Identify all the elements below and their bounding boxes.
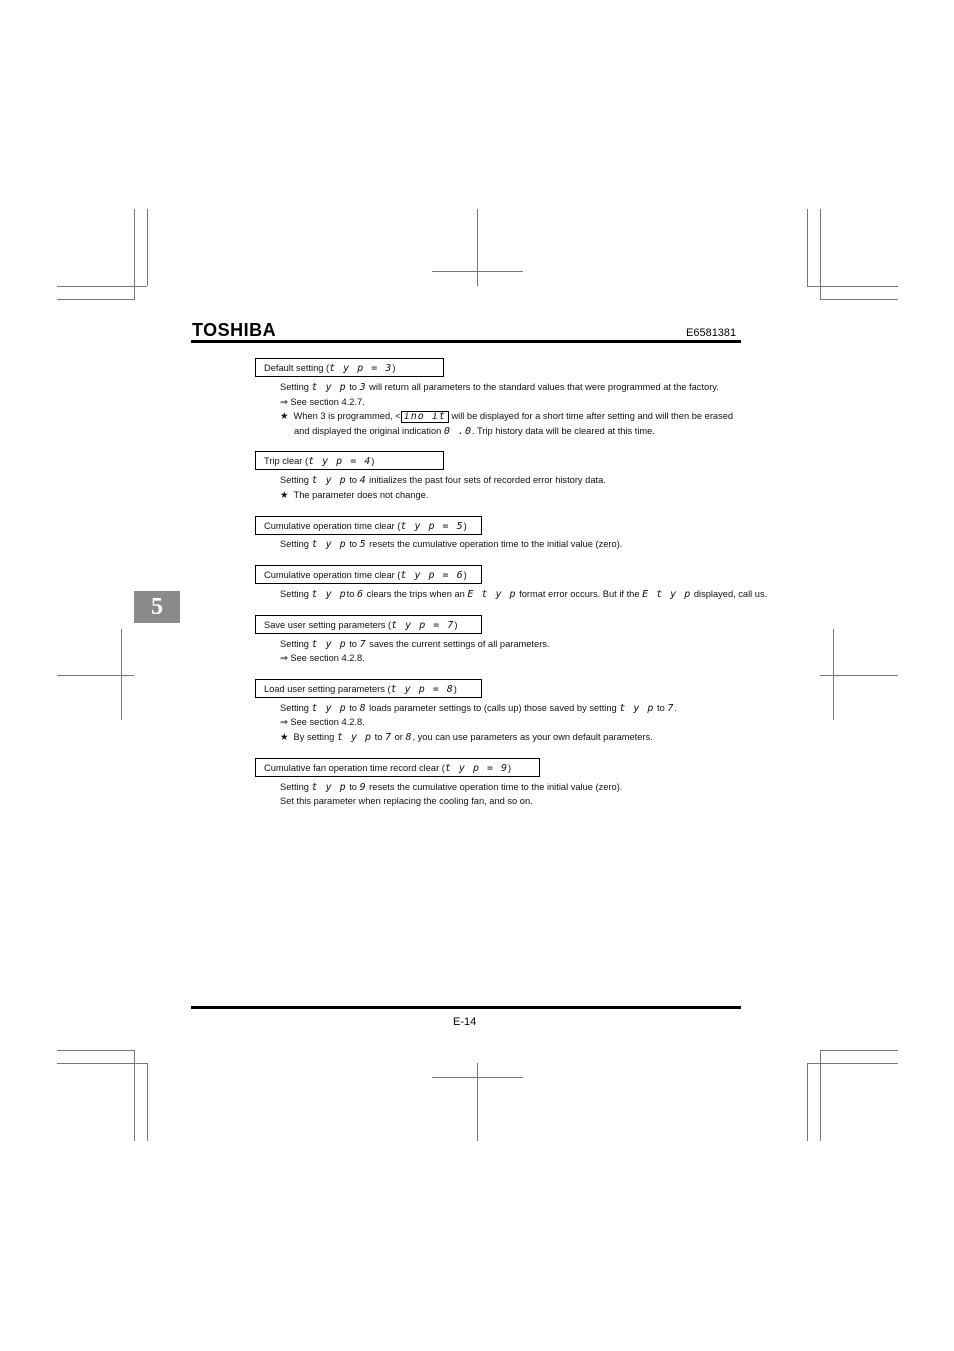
see-section-reference: ⇒ See section 4.2.8. (280, 653, 365, 663)
body-line: Setting t y p to 9 resets the cumulative operation time to the initial value (zero). (280, 782, 623, 793)
header-rule (191, 340, 741, 343)
section-title-cumulative-clear-6: Cumulative operation time clear (t y p = 6) (255, 565, 482, 584)
document-number: E6581381 (686, 327, 737, 339)
body-line: Setting t y p to 7 saves the current settings of all parameters. (280, 639, 550, 650)
body-line: Set this parameter when replacing the cooling fan, and so on. (280, 796, 533, 806)
note-line: ★ The parameter does not change. (280, 490, 429, 500)
chapter-tab: 5 (134, 591, 180, 623)
note-line: ★ By setting t y p to 7 or 8, you can use parameters as your own default parameters. (280, 732, 653, 743)
section-title-load-user-setting: Load user setting parameters (t y p = 8) (255, 679, 482, 698)
note-line-continued: and displayed the original indication 0 .0. Trip history data will be cleared at this time. (294, 426, 655, 437)
body-line: Setting t y p to 3 will return all parameters to the standard values that were programmed at the factory. (280, 382, 719, 393)
section-title-default-setting: Default setting (t y p = 3) (255, 358, 444, 377)
body-line: Setting t y pto 6 clears the trips when an E t y p format error occurs. But if the E t y p displayed, call us. (280, 589, 768, 600)
footer-rule (191, 1006, 741, 1009)
see-section-reference: ⇒ See section 4.2.7. (280, 397, 365, 407)
section-title-cumulative-clear-5: Cumulative operation time clear (t y p = 5) (255, 516, 482, 535)
init-display-box: ino it (401, 411, 449, 423)
star-icon: ★ (280, 732, 289, 742)
body-line: Setting t y p to 5 resets the cumulative operation time to the initial value (zero). (280, 539, 623, 550)
note-line: ★ When 3 is programmed, < ino it will be displayed for a short time after setting and will then be erased (280, 411, 734, 422)
section-title-save-user-setting: Save user setting parameters (t y p = 7) (255, 615, 482, 634)
page-number: E-14 (453, 1016, 477, 1028)
body-line: Setting t y p to 8 loads parameter settings to (calls up) those saved by setting t y p to 7. (280, 703, 677, 714)
star-icon: ★ (280, 490, 289, 500)
see-section-reference: ⇒ See section 4.2.8. (280, 717, 365, 727)
star-icon: ★ (280, 411, 289, 421)
toshiba-logo: TOSHIBA (192, 320, 277, 340)
section-title-trip-clear: Trip clear (t y p = 4) (255, 451, 444, 470)
body-line: Setting t y p to 4 initializes the past four sets of recorded error history data. (280, 475, 606, 486)
section-title-fan-time-clear: Cumulative fan operation time record clear (t y p = 9) (255, 758, 540, 777)
